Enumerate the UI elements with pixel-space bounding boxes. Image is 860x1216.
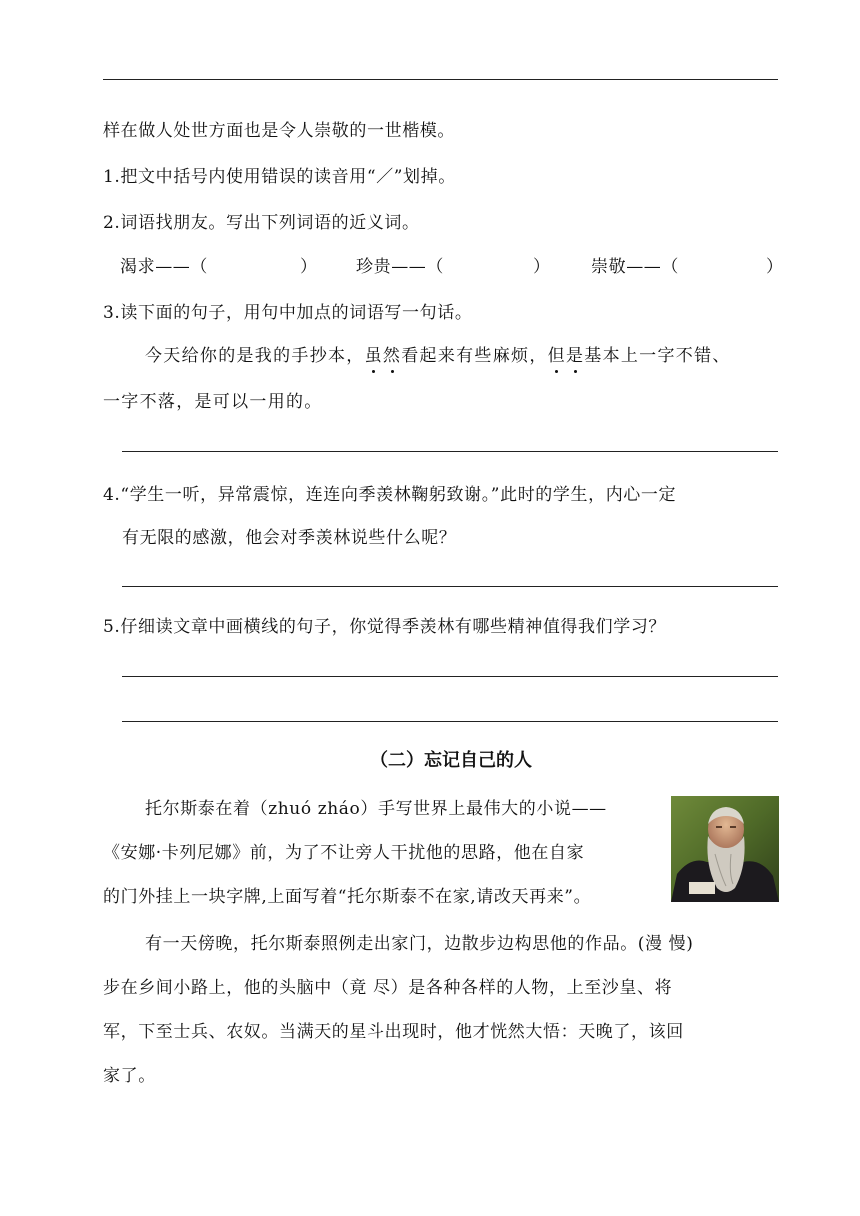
question-2: 2.词语找朋友。写出下列词语的近义词。 [103,213,420,233]
portrait-drawing [671,796,779,902]
question-4-line-1: 4.“学生一听，异常震惊，连连向季羡林鞠躬致谢。”此时的学生，内心一定 [103,485,677,505]
question-3: 3.读下面的句子，用句中加点的词语写一句话。 [103,303,473,323]
answer-line-q5-2[interactable] [122,721,778,722]
synonym-item-chongjing: 崇敬——（ [591,257,679,277]
example-sentence-line-2: 一字不落，是可以一用的。 [103,392,323,412]
dotted-word-char: 但 [548,341,566,366]
synonym-blank-close: ） [300,257,318,277]
sentence-part: 今天给你的是我的手抄本， [145,346,365,366]
dotted-word-char: 然 [383,341,401,366]
passage-paragraph-2-line-3: 军，下至士兵、农奴。当满天的星斗出现时，他才恍然大悟：天晚了，该回 [103,1022,684,1042]
passage-continuation: 样在做人处世方面也是令人崇敬的一世楷模。 [103,121,455,141]
tolstoy-portrait-image [671,796,779,902]
sentence-part: 基本上一字不错、 [584,346,731,366]
synonym-blank-close: ） [533,257,551,277]
header-rule [103,79,778,80]
dotted-word-char: 虽 [365,341,383,366]
passage-title: （二）忘记自己的人 [370,750,532,771]
answer-line-q5-1[interactable] [122,676,778,677]
dotted-word-char: 是 [566,341,584,366]
question-4-line-2: 有无限的感激，他会对季羡林说些什么呢？ [122,528,457,548]
synonym-item-kequ: 渴求——（ [120,257,208,277]
passage-paragraph-1-line-1: 托尔斯泰在着（zhuó zháo）手写世界上最伟大的小说—— [145,799,607,819]
example-sentence-line-1 [145,341,731,366]
answer-line-q4[interactable] [122,586,778,587]
question-5: 5.仔细读文章中画横线的句子，你觉得季羡林有哪些精神值得我们学习？ [103,617,667,637]
passage-paragraph-2-line-1: 有一天傍晚，托尔斯泰照例走出家门，边散步边构思他的作品。(漫 慢) [145,934,694,954]
question-1: 1.把文中括号内使用错误的读音用“／”划掉。 [103,167,456,187]
passage-paragraph-2-line-4: 家了。 [103,1066,156,1086]
passage-paragraph-2-line-2: 步在乡间小路上，他的头脑中（竟 尽）是各种各样的人物，上至沙皇、将 [103,978,673,998]
answer-line-q3[interactable] [122,451,778,452]
sentence-part: 看起来有些麻烦， [401,346,548,366]
passage-paragraph-1-line-2: 《安娜·卡列尼娜》前，为了不让旁人干扰他的思路，他在自家 [103,843,585,863]
passage-paragraph-1-line-3: 的门外挂上一块字牌,上面写着“托尔斯泰不在家,请改天再来”。 [103,887,592,907]
synonym-blank-close: ） [766,257,784,277]
synonym-item-zhengui: 珍贵——（ [356,257,444,277]
